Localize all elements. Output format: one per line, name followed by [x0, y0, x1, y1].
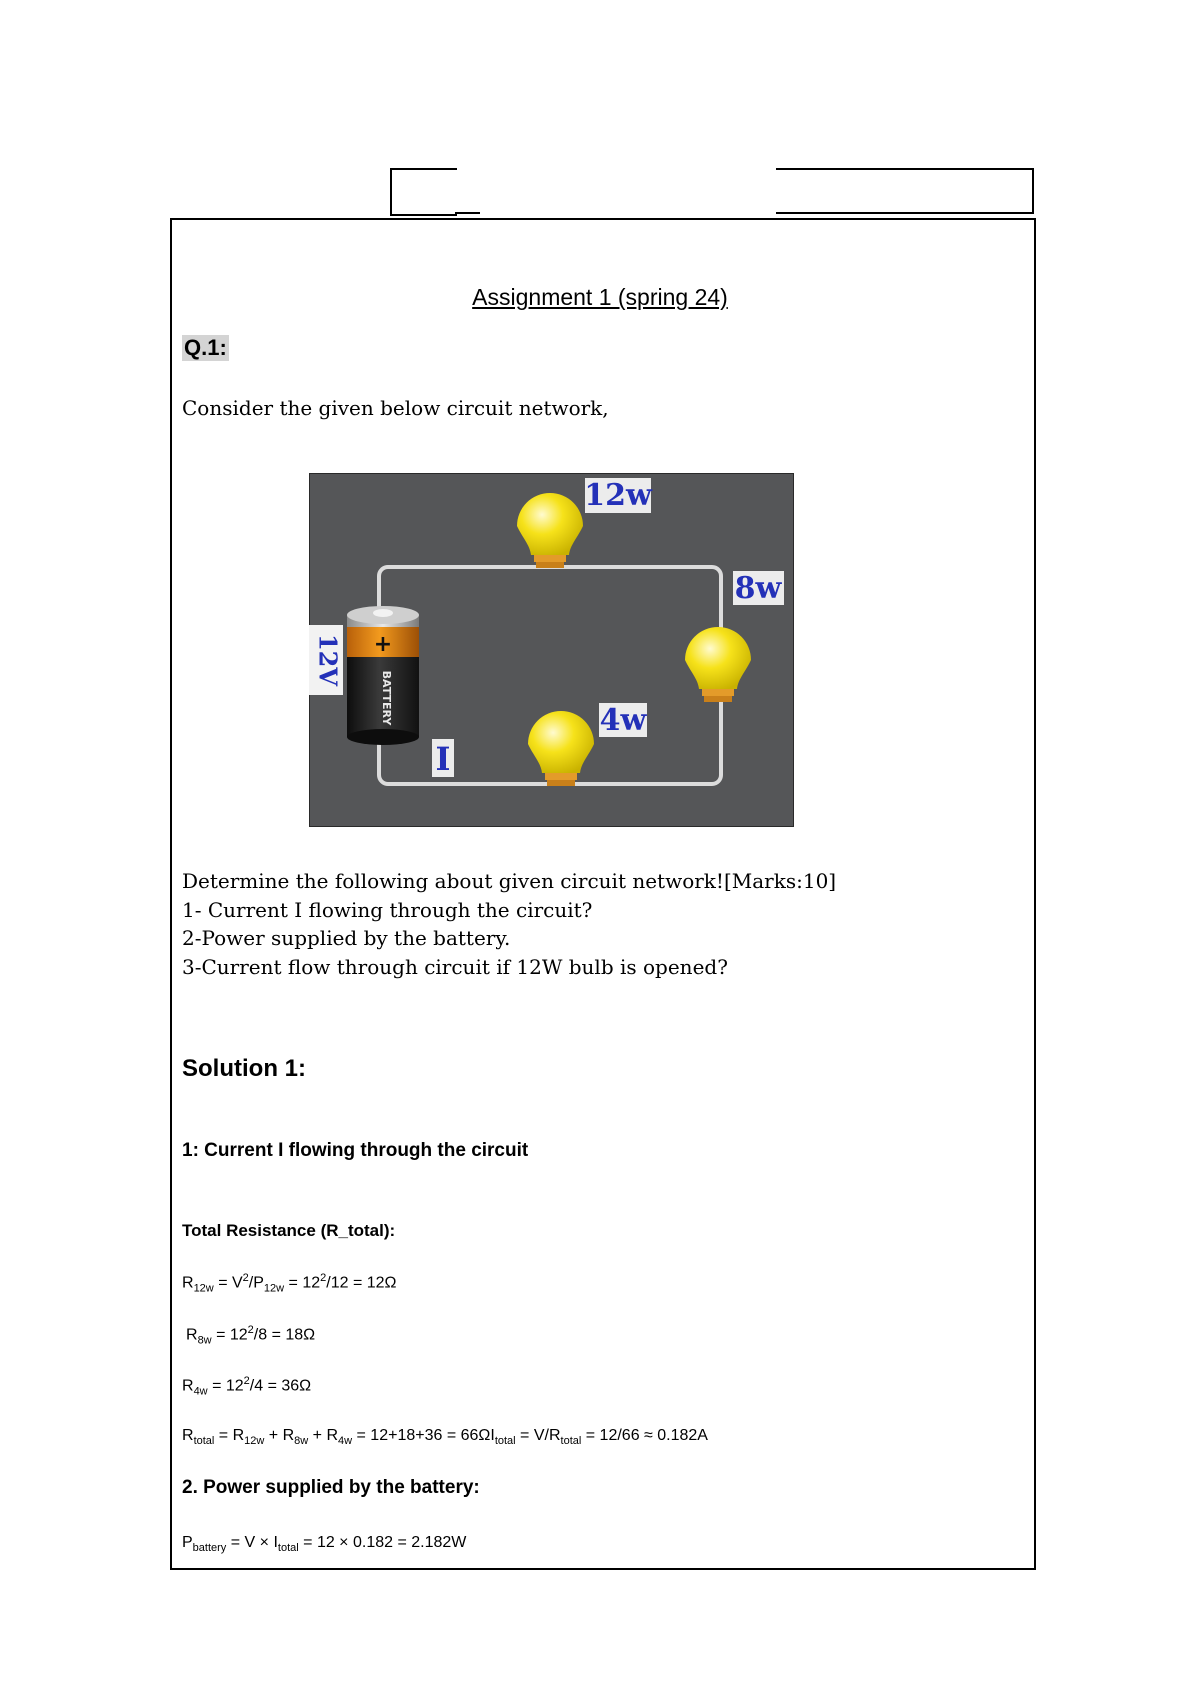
battery-plus-label: +: [373, 632, 393, 657]
header-line-left: [455, 212, 480, 214]
question-item: 1- Current I flowing through the circuit?: [182, 897, 593, 922]
battery-brand-label: BATTERY: [380, 670, 393, 726]
equation-r4w: $R_{4w} = 12^2/4 = 36\Omega$: [182, 1375, 312, 1398]
label-current: I: [435, 740, 451, 778]
solution-title: Solution 1:: [182, 1055, 306, 1082]
label-8w: 8w: [734, 571, 782, 606]
header-box-right: [776, 168, 1034, 214]
label-12w: 12w: [584, 478, 652, 513]
assignment-title: Assignment 1 (spring 24): [472, 284, 728, 310]
question-instruction: Determine the following about given circuit network![Marks:10]: [182, 869, 837, 893]
label-4w: 4w: [599, 703, 647, 738]
equation-r12w: $R_{12w} = V^2/P_{12w} = 12^2/12 = 12\Omega$: [182, 1272, 397, 1295]
question-item: 3-Current flow through circuit if 12W bulb is opened?: [182, 954, 728, 979]
label-12v: 12V: [313, 633, 343, 687]
equation-power: $P_{battery} = V \times I_{total} = 12 \times 0.182 = 2.182W$: [182, 1534, 467, 1555]
part2-heading: 2. Power supplied by the battery:: [182, 1477, 480, 1498]
question-intro: Consider the given below circuit network,: [182, 396, 609, 420]
battery: [347, 606, 419, 745]
question-item: 2-Power supplied by the battery.: [182, 926, 511, 950]
part1-heading: 1: Current I flowing through the circuit: [182, 1140, 529, 1161]
equation-rtotal: $R_{total} = R_{12w} + R_{8w} + R_{4w} = 12+18+36 = 66\Omega I_{total} = V/R_{total} = 12/66 \approx 0.182A$: [182, 1427, 708, 1448]
header-box-left: [390, 168, 457, 216]
circuit-diagram: [309, 473, 794, 827]
question-list: [182, 867, 836, 981]
question-label: Q.1:: [184, 335, 227, 360]
total-resistance-label: Total Resistance (R_total):: [182, 1221, 396, 1240]
equation-r8w: $R_{8w} = 12^2/8 = 18\Omega$: [186, 1324, 316, 1347]
